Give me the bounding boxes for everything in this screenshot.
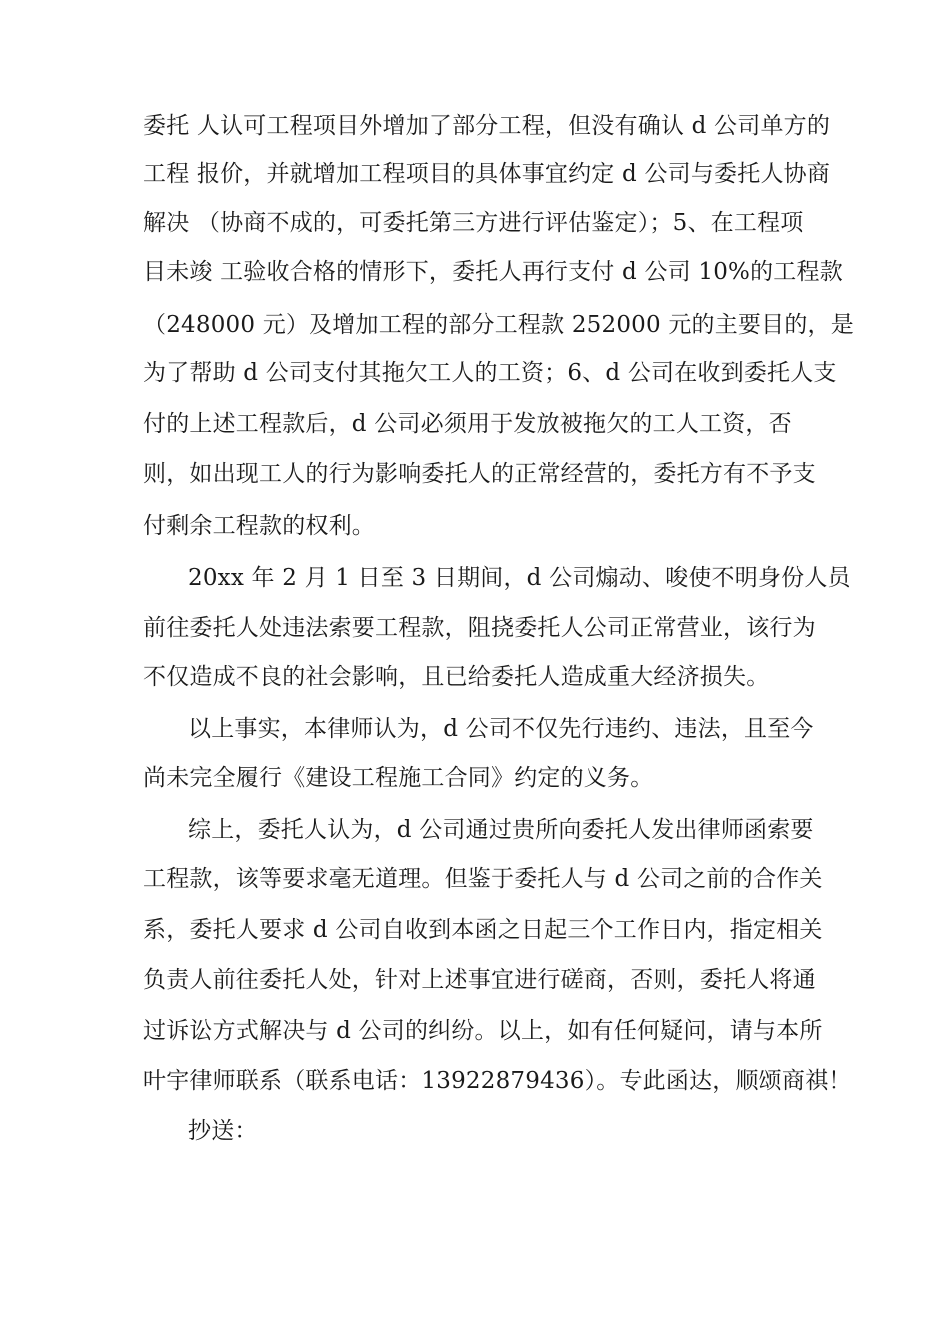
text-line: 抄送： [188,1118,258,1144]
text-line: 则，如出现工人的行为影响委托人的正常经营的，委托方有不予支 [143,461,816,487]
text-line: 付剩余工程款的权利。 [143,513,375,539]
text-line: 工程款，该等要求毫无道理。但鉴于委托人与 d 公司之前的合作关 [143,866,823,892]
text-line: 负责人前往委托人处，针对上述事宜进行磋商，否则，委托人将通 [143,967,816,993]
text-line: 委托 人认可工程项目外增加了部分工程，但没有确认 d 公司单方的 [143,113,831,139]
text-line: 不仅造成不良的社会影响，且已给委托人造成重大经济损失。 [143,664,770,690]
text-line: 以上事实，本律师认为，d 公司不仅先行违约、违法，且至今 [188,716,814,742]
text-line: 20xx 年 2 月 1 日至 3 日期间，d 公司煽动、唆使不明身份人员 [188,565,851,591]
text-line: 为了帮助 d 公司支付其拖欠工人的工资；6、d 公司在收到委托人支 [143,360,837,386]
text-line: 系，委托人要求 d 公司自收到本函之日起三个工作日内，指定相关 [143,917,823,943]
text-line: （248000 元）及增加工程的部分工程款 252000 元的主要目的，是 [143,312,854,338]
text-line: 工程 报价，并就增加工程项目的具体事宜约定 d 公司与委托人协商 [143,161,831,187]
text-line: 叶宇律师联系（联系电话：13922879436）。专此函达，顺颂商祺！ [143,1068,852,1094]
text-line: 付的上述工程款后，d 公司必须用于发放被拖欠的工人工资，否 [143,411,792,437]
text-line: 目未竣 工验收合格的情形下，委托人再行支付 d 公司 10%的工程款 [143,259,843,285]
text-line: 解决 （协商不成的，可委托第三方进行评估鉴定）；5、在工程项 [143,210,804,236]
text-line: 前往委托人处违法索要工程款，阻挠委托人公司正常营业，该行为 [143,615,816,641]
text-line: 综上，委托人认为，d 公司通过贵所向委托人发出律师函索要 [188,817,814,843]
text-line: 尚未完全履行《建设工程施工合同》约定的义务。 [143,765,654,791]
text-line: 过诉讼方式解决与 d 公司的纠纷。以上，如有任何疑问，请与本所 [143,1018,823,1044]
